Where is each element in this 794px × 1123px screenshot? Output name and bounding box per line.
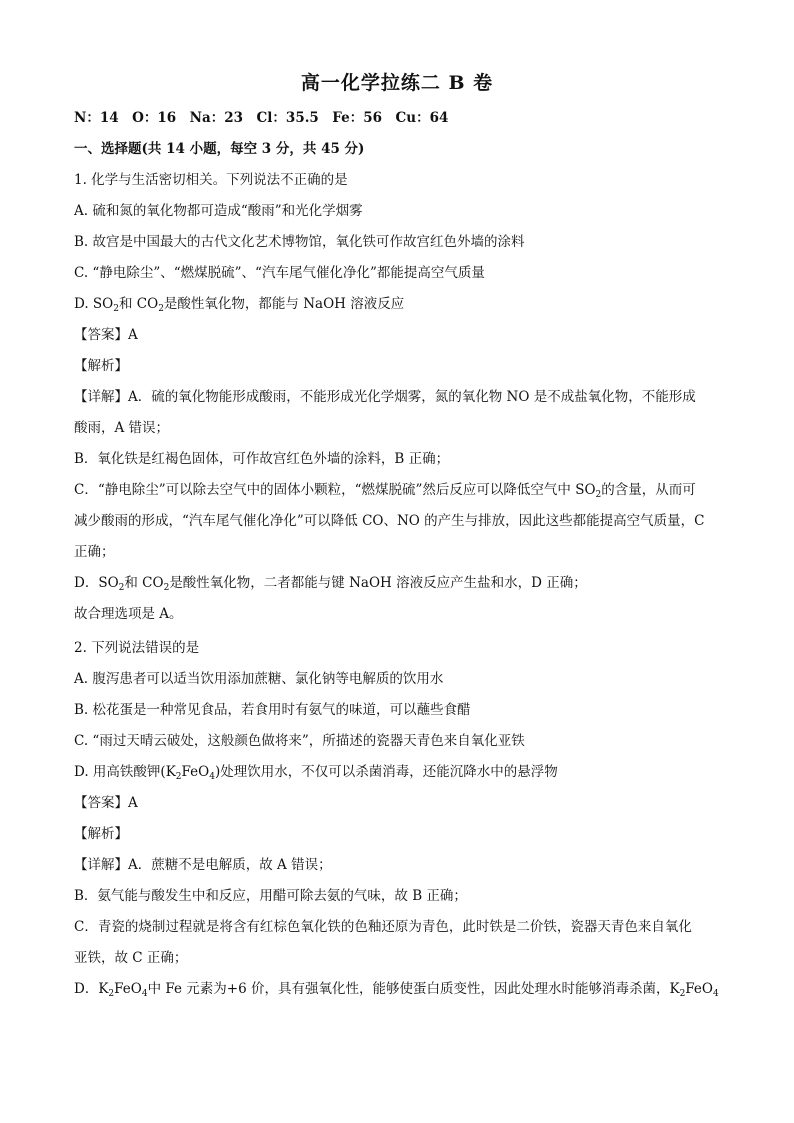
q1-detail-line: 减少酸雨的形成，“汽车尾气催化净化”可以降低 CO、NO 的产生与排放，因此这些都能提高空气质量，C — [74, 513, 705, 529]
q1-conclusion: 故合理选项是 A。 — [74, 606, 183, 622]
page-title: 高一化学拉练二 B 卷 — [300, 72, 494, 94]
q1-option-a: A. 硫和氮的氧化物都可造成“酸雨”和光化学烟雾 — [74, 203, 363, 219]
atomic-masses: N：14 O：16 Na：23 Cl：35.5 Fe：56 Cu：64 — [74, 110, 449, 126]
q2-detail-line: D．$K_2FeO_4$中 Fe 元素为+6 价，具有强氧化性，能够使蛋白质变性，因此处理水时能够消毒杀菌，$K_2FeO_4$ — [74, 981, 719, 999]
q2-detail-line: B．氨气能与酸发生中和反应，用醋可除去氨的气味，故 B 正确； — [74, 888, 467, 904]
q1-option-c: C. “静电除尘”、“燃煤脱硫”、“汽车尾气催化净化”都能提高空气质量 — [74, 265, 485, 281]
q2-analysis-label: 【解析】 — [74, 826, 128, 842]
q1-detail-line: 酸雨，A 错误； — [74, 420, 170, 436]
q1-option-b: B. 故宫是中国最大的古代文化艺术博物馆，氧化铁可作故宫红色外墙的涂料 — [74, 234, 525, 250]
q1-detail-line: 【详解】A．硫的氧化物能形成酸雨，不能形成光化学烟雾，氮的氧化物 NO 是不成盐氧化物，不能形成 — [74, 389, 696, 405]
q1-stem: 1. 化学与生活密切相关。下列说法不正确的是 — [74, 172, 348, 188]
q2-option-b: B. 松花蛋是一种常见食品，若食用时有氨气的味道，可以蘸些食醋 — [74, 702, 471, 718]
q2-option-d: D. 用高铁酸钾$(K_2FeO_4)$处理饮用水，不仅可以杀菌消毒，还能沉降水中的悬浮物 — [74, 764, 558, 782]
q1-analysis-label: 【解析】 — [74, 358, 128, 374]
q2-stem: 2. 下列说法错误的是 — [74, 640, 200, 656]
q2-option-c: C. “雨过天晴云破处，这般颜色做将来”，所描述的瓷器天青色来自氧化亚铁 — [74, 733, 525, 749]
q1-detail-line: B．氧化铁是红褐色固体，可作故宫红色外墙的涂料，B 正确； — [74, 451, 450, 467]
q2-detail-line: 亚铁，故 C 正确； — [74, 950, 188, 966]
q2-option-a: A. 腹泻患者可以适当饮用添加蔗糖、氯化钠等电解质的饮用水 — [74, 671, 444, 687]
section-heading: 一、选择题(共 14 小题，每空 3 分，共 45 分) — [74, 141, 365, 157]
q1-detail-line: D．$SO_2$和 $CO_2$是酸性氧化物，二者都能与键 NaOH 溶液反应产生盐和水，D 正确； — [74, 575, 587, 593]
q2-answer: 【答案】A — [74, 795, 138, 811]
q1-detail-line: C．“静电除尘”可以除去空气中的固体小颗粒，“燃煤脱硫”然后反应可以降低空气中 $SO_2$的含量，从而可 — [74, 482, 696, 500]
q1-option-d: D. $SO_2$和 $CO_2$是酸性氧化物，都能与 NaOH 溶液反应 — [74, 296, 405, 314]
q2-detail-line: C．青瓷的烧制过程就是将含有红棕色氧化铁的色釉还原为青色，此时铁是二价铁，瓷器天青色来自氧化 — [74, 919, 692, 935]
q2-detail-line: 【详解】A．蔗糖不是电解质，故 A 错误； — [74, 857, 332, 873]
q1-detail-line: 正确； — [74, 544, 115, 560]
q1-answer: 【答案】A — [74, 327, 138, 343]
